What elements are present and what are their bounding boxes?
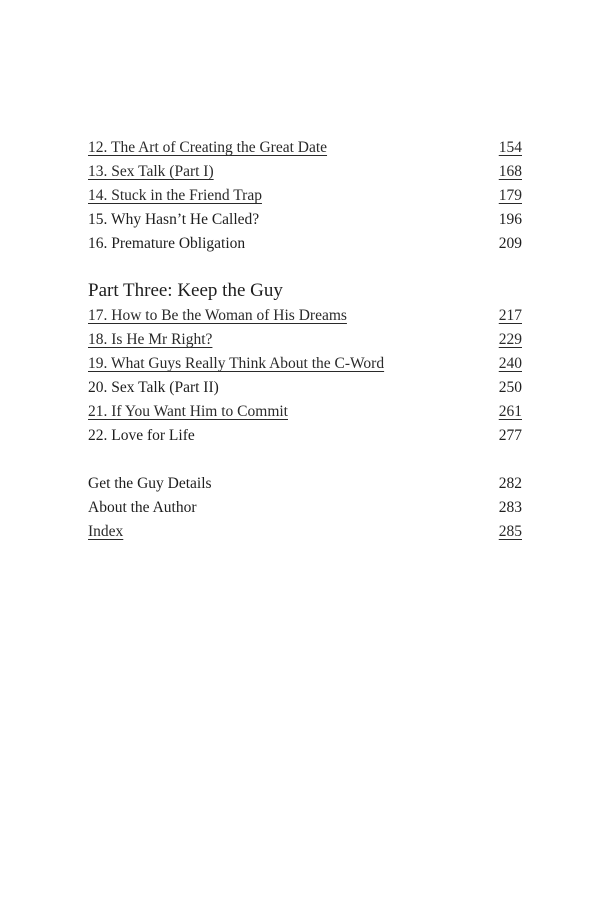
toc-entry-title[interactable]: 21. If You Want Him to Commit [88, 403, 288, 420]
toc-entry-chapter-22 [88, 424, 522, 448]
toc-entry-chapter-17[interactable] [88, 304, 522, 328]
toc-entry-chapter-12[interactable] [88, 136, 522, 160]
toc-entry-chapter-15 [88, 208, 522, 232]
toc-entry-chapter-18[interactable] [88, 328, 522, 352]
toc-entry-page[interactable]: 168 [498, 163, 522, 180]
toc-entry-page: 196 [498, 211, 522, 228]
table-of-contents [88, 136, 522, 544]
toc-entry-chapter-19[interactable] [88, 352, 522, 376]
toc-entry-page[interactable]: 179 [498, 187, 522, 204]
toc-entry-page[interactable]: 154 [498, 139, 522, 156]
toc-entry-chapter-14[interactable] [88, 184, 522, 208]
toc-entry-page[interactable]: 285 [498, 523, 522, 540]
toc-entry-page[interactable]: 261 [498, 403, 522, 420]
toc-entry-title: About the Author [88, 499, 197, 516]
toc-entry-page: 250 [498, 379, 522, 396]
toc-entry-title[interactable]: 18. Is He Mr Right? [88, 331, 213, 348]
toc-entry-title: 22. Love for Life [88, 427, 195, 444]
toc-entry-title[interactable]: 12. The Art of Creating the Great Date [88, 139, 328, 156]
toc-entry-title[interactable]: 14. Stuck in the Friend Trap [88, 187, 262, 204]
section-spacer [88, 448, 522, 472]
toc-entry-title: 15. Why Hasn’t He Called? [88, 211, 260, 228]
toc-entry-chapter-21[interactable] [88, 400, 522, 424]
toc-entry-title[interactable]: 13. Sex Talk (Part I) [88, 163, 214, 180]
toc-entry-page: 282 [498, 475, 522, 492]
toc-entry-title: Get the Guy Details [88, 475, 212, 492]
toc-entry-get-the-guy-details [88, 472, 522, 496]
toc-entry-page: 209 [498, 235, 522, 252]
toc-entry-chapter-13[interactable] [88, 160, 522, 184]
toc-entry-chapter-20 [88, 376, 522, 400]
toc-entry-title: 16. Premature Obligation [88, 235, 246, 252]
toc-entry-title[interactable]: 19. What Guys Really Think About the C-Word [88, 355, 385, 372]
toc-entry-page: 283 [498, 499, 522, 516]
toc-entry-title: 20. Sex Talk (Part II) [88, 379, 219, 396]
toc-entry-title[interactable]: Index [88, 523, 124, 540]
toc-entry-title[interactable]: 17. How to Be the Woman of His Dreams [88, 307, 347, 324]
toc-entry-page[interactable]: 229 [498, 331, 522, 348]
toc-entry-page[interactable]: 217 [498, 307, 522, 324]
toc-entry-page[interactable]: 240 [498, 355, 522, 372]
part-three-heading: Part Three: Keep the Guy [88, 280, 283, 301]
toc-entry-chapter-16 [88, 232, 522, 256]
toc-entry-page: 277 [498, 427, 522, 444]
toc-entry-about-the-author [88, 496, 522, 520]
toc-entry-index[interactable] [88, 520, 522, 544]
